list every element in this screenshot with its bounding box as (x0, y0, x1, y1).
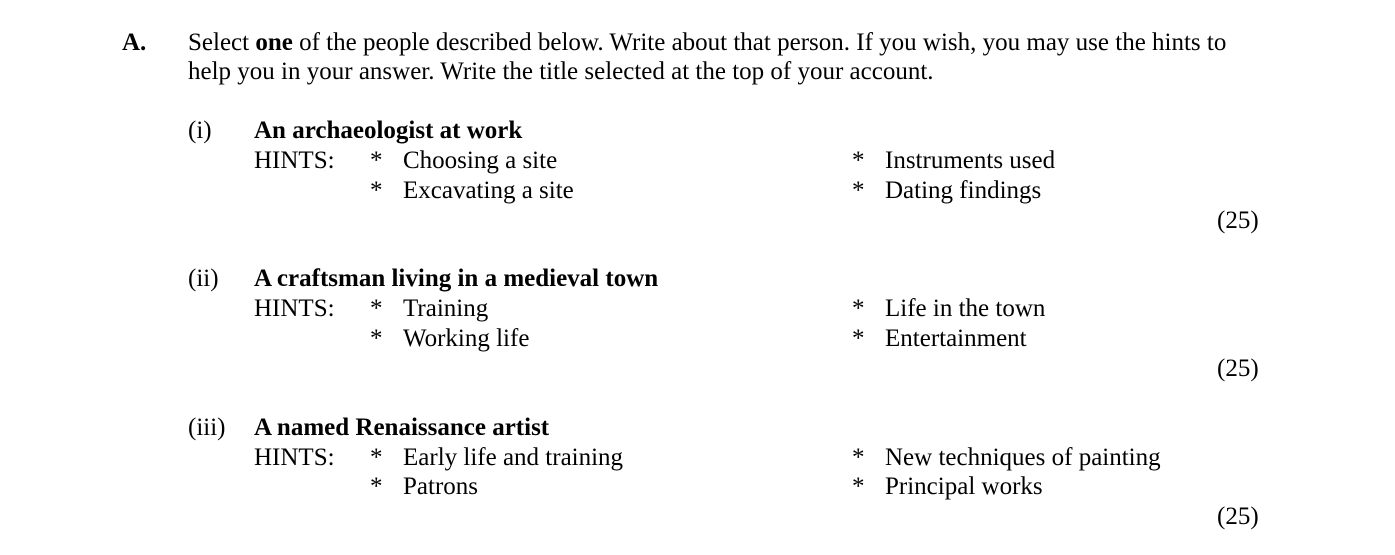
hint-right: Instruments used (885, 147, 1056, 174)
item-numeral: (ii) (188, 265, 219, 292)
instructions-text-rest: of the people described below. Write about that person. If you wish, you may use the hints to (292, 29, 1227, 56)
hints-label: HINTS: (254, 295, 335, 322)
item-title: A craftsman living in a medieval town (254, 265, 659, 292)
item-numeral: (iii) (188, 414, 226, 441)
bullet-asterisk: * (370, 325, 383, 352)
instructions-text-start: Select (188, 29, 256, 56)
hint-right: Principal works (885, 473, 1043, 500)
bullet-asterisk: * (370, 147, 383, 174)
hint-right: Dating findings (885, 177, 1042, 204)
instructions-emphasis: one (255, 29, 293, 56)
hints-label: HINTS: (254, 147, 335, 174)
item-title: A named Renaissance artist (254, 414, 550, 441)
hint-left: Training (403, 295, 489, 322)
instructions-line-1 (188, 28, 1226, 58)
hints-label: HINTS: (254, 444, 335, 471)
marks-label: (25) (1217, 503, 1259, 530)
hint-left: Working life (403, 325, 530, 352)
bullet-asterisk: * (370, 177, 383, 204)
hint-right: New techniques of painting (885, 444, 1161, 471)
bullet-asterisk: * (370, 473, 383, 500)
bullet-asterisk: * (370, 295, 383, 322)
marks-label: (25) (1217, 207, 1259, 234)
section-letter: A. (122, 29, 147, 56)
item-title: An archaeologist at work (254, 117, 523, 144)
hint-left: Excavating a site (403, 177, 574, 204)
item-numeral: (i) (188, 117, 212, 144)
hint-left: Early life and training (403, 444, 624, 471)
hint-right: Life in the town (885, 295, 1046, 322)
bullet-asterisk: * (370, 444, 383, 471)
instructions-line-2: help you in your answer. Write the title selected at the top of your account. (188, 58, 934, 85)
hint-right: Entertainment (885, 325, 1027, 352)
bullet-asterisk: * (852, 473, 865, 500)
bullet-asterisk: * (852, 444, 865, 471)
bullet-asterisk: * (852, 147, 865, 174)
hint-left: Choosing a site (403, 147, 558, 174)
marks-label: (25) (1217, 355, 1259, 382)
bullet-asterisk: * (852, 177, 865, 204)
bullet-asterisk: * (852, 295, 865, 322)
hint-left: Patrons (403, 473, 478, 500)
bullet-asterisk: * (852, 325, 865, 352)
